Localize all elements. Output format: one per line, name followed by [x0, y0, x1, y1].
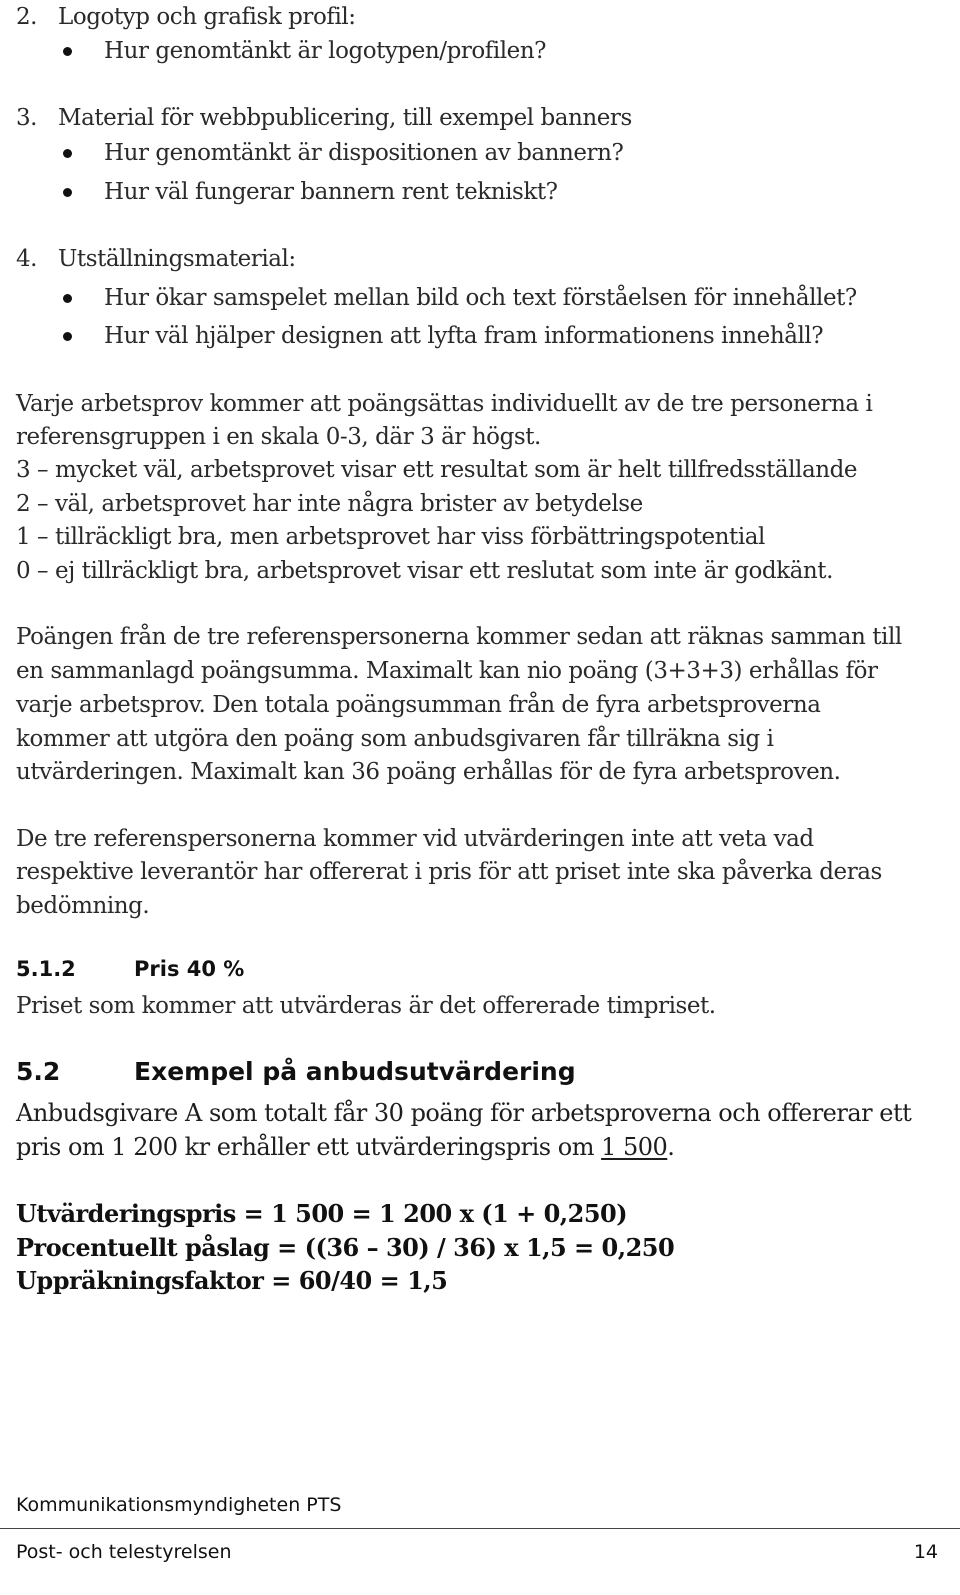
anonymity-line-1: De tre referenspersonerna kommer vid utvärderingen inte att veta vad: [16, 826, 814, 852]
formula-multiplier: Uppräkningsfaktor = 60/40 = 1,5: [16, 1266, 448, 1295]
list-item-4-bullet-1: Hur ökar samspelet mellan bild och text förståelsen för innehållet?: [104, 285, 857, 311]
list-item-3-bullet-1: Hur genomtänkt är dispositionen av bannern?: [104, 140, 624, 166]
list-number: 2.: [16, 4, 38, 30]
summary-line-3: varje arbetsprov. Den totala poängsumman från de fyra arbetsproverna: [16, 692, 821, 718]
bullet-icon: [63, 332, 72, 341]
list-item-4-heading: 4. Utställningsmaterial:: [16, 246, 296, 272]
footer-org: Kommunikationsmyndigheten PTS: [16, 1494, 342, 1516]
summary-line-2: en sammanlagd poängsumma. Maximalt kan nio poäng (3+3+3) erhållas för: [16, 658, 878, 684]
section-number: 5.1.2: [16, 957, 76, 981]
scale-2: 2 – väl, arbetsprovet har inte några brister av betydelse: [16, 491, 643, 517]
scoring-intro-line-1: Varje arbetsprov kommer att poängsättas individuellt av de tre personerna i: [16, 391, 873, 417]
bullet-icon: [63, 294, 72, 303]
list-item-2-heading: 2. Logotyp och grafisk profil:: [16, 4, 356, 30]
section-5-1-2-text: Priset som kommer att utvärderas är det offererade timpriset.: [16, 993, 716, 1019]
section-5-2-heading: [16, 1057, 576, 1086]
list-number: 3.: [16, 105, 38, 131]
section-5-1-2-heading: [16, 957, 244, 981]
evaluation-price-value: 1 500: [601, 1133, 668, 1161]
scoring-intro-line-2: referensgruppen i en skala 0-3, där 3 är högst.: [16, 424, 541, 450]
anonymity-line-3: bedömning.: [16, 893, 150, 919]
section-number: 5.2: [16, 1057, 61, 1086]
scale-1: 1 – tillräckligt bra, men arbetsprovet har viss förbättringspotential: [16, 524, 765, 550]
anonymity-line-2: respektive leverantör har offererat i pris för att priset inte ska påverka deras: [16, 859, 882, 885]
example-line-1: Anbudsgivare A som totalt får 30 poäng för arbetsproverna och offererar ett: [16, 1099, 912, 1127]
summary-line-5: utvärderingen. Maximalt kan 36 poäng erhållas för de fyra arbetsproven.: [16, 759, 841, 785]
list-item-3-heading: 3. Material för webbpublicering, till exempel banners: [16, 105, 632, 131]
bullet-icon: [63, 47, 72, 56]
scale-0: 0 – ej tillräckligt bra, arbetsprovet visar ett reslutat som inte är godkänt.: [16, 558, 833, 584]
summary-line-4: kommer att utgöra den poäng som anbudsgivaren får tillräkna sig i: [16, 726, 774, 752]
footer-divider: [0, 1528, 960, 1529]
scale-3: 3 – mycket väl, arbetsprovet visar ett resultat som är helt tillfredsställande: [16, 457, 858, 483]
list-number: 4.: [16, 246, 38, 272]
section-title: Pris 40 %: [134, 957, 245, 981]
formula-evaluation-price: Utvärderingspris = 1 500 = 1 200 x (1 + 0,250): [16, 1199, 628, 1228]
bullet-icon: [63, 149, 72, 158]
example-line-2: pris om 1 200 kr erhåller ett utvärderingspris om 1 500.: [16, 1133, 675, 1161]
summary-line-1: Poängen från de tre referenspersonerna kommer sedan att räknas samman till: [16, 624, 902, 650]
formula-percent-markup: Procentuellt påslag = ((36 – 30) / 36) x 1,5 = 0,250: [16, 1233, 675, 1262]
list-item-4-bullet-2: Hur väl hjälper designen att lyfta fram informationens innehåll?: [104, 323, 824, 349]
page-number: 14: [913, 1541, 938, 1563]
bullet-icon: [63, 188, 72, 197]
section-title: Exempel på anbudsutvärdering: [134, 1057, 576, 1086]
list-item-2-bullet-1: Hur genomtänkt är logotypen/profilen?: [104, 38, 547, 64]
footer-agency: Post- och telestyrelsen: [16, 1541, 232, 1563]
list-item-3-bullet-2: Hur väl fungerar bannern rent tekniskt?: [104, 179, 558, 205]
